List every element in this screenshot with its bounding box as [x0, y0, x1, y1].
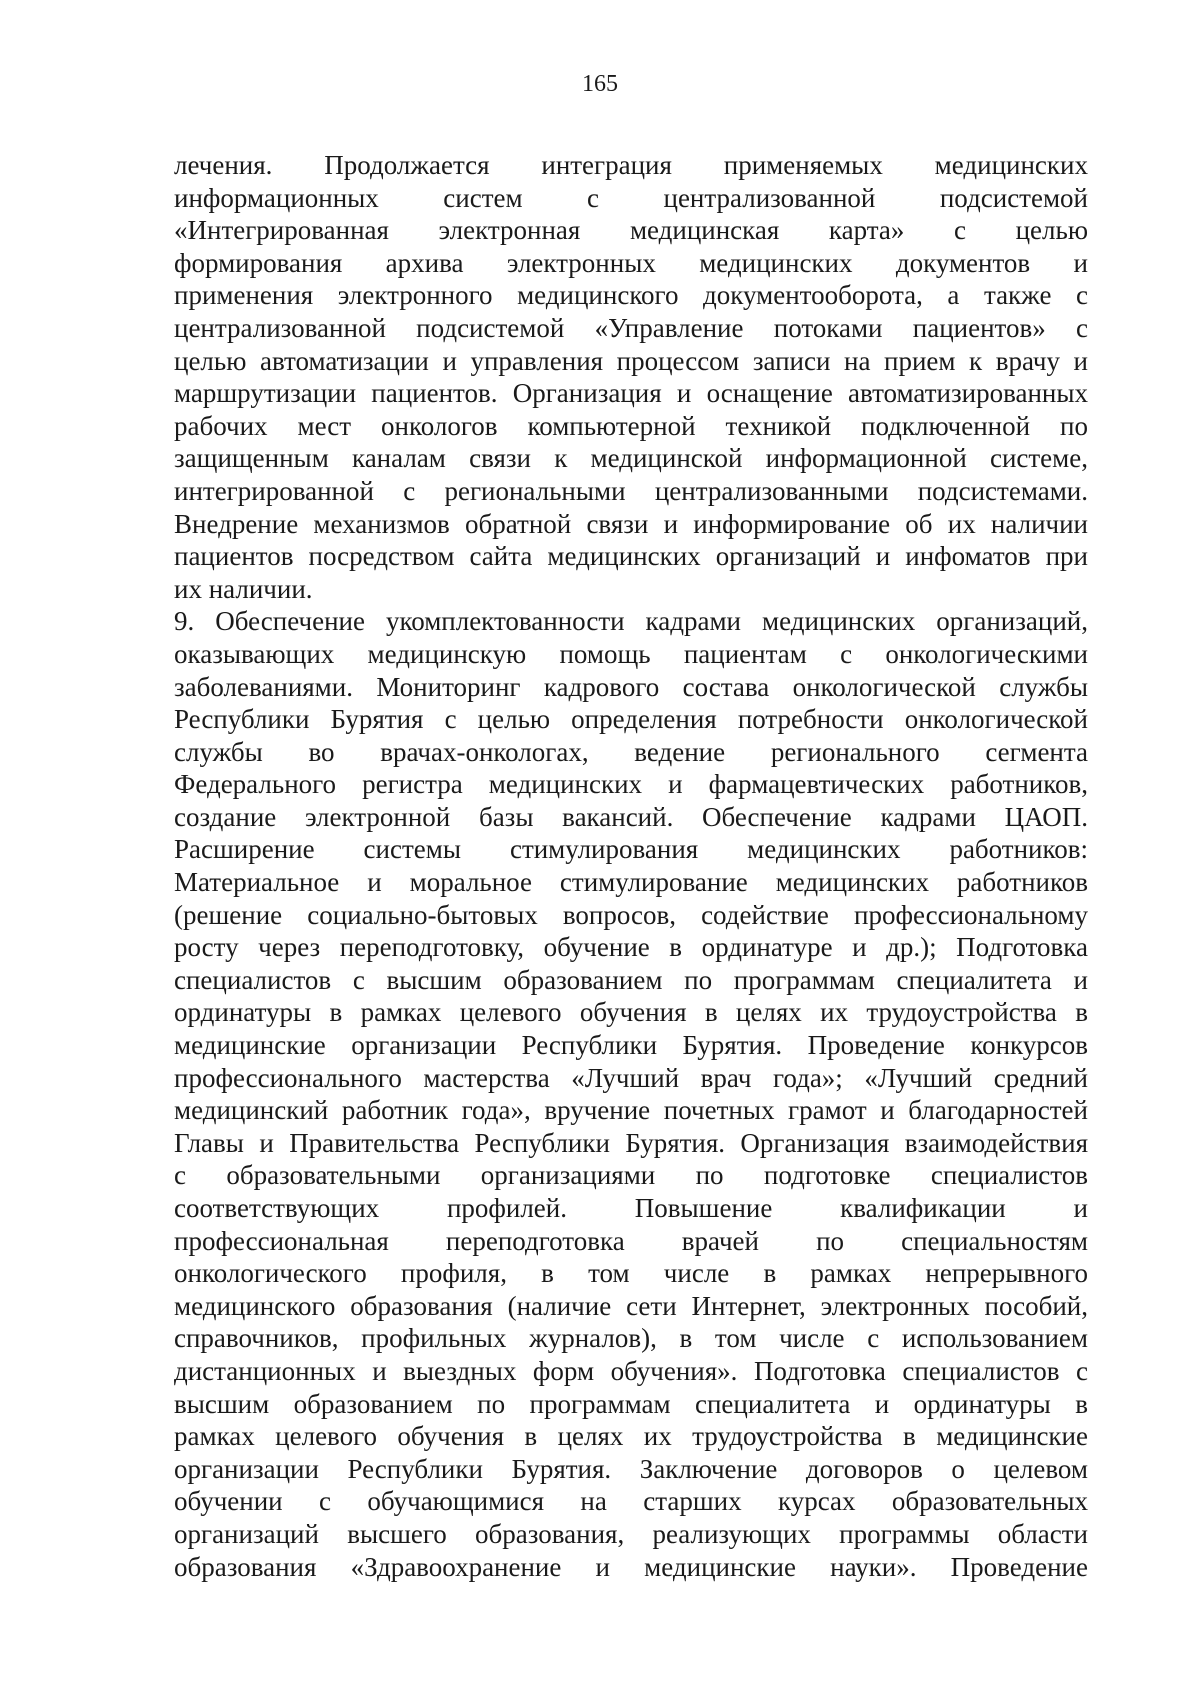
text-line: росту через переподготовку, обучение в ординатуре и др.); Подготовка	[174, 932, 1088, 963]
text-line: Федерального регистра медицинских и фармацевтических работников,	[174, 769, 1088, 800]
text-line: Внедрение механизмов обратной связи и информирование об их наличии	[174, 508, 1088, 539]
text-line: Материальное и моральное стимулирование медицинских работников	[174, 867, 1088, 898]
text-line: защищенным каналам связи к медицинской информационной системе,	[174, 443, 1088, 474]
text-line: целью автоматизации и управления процессом записи на прием к врачу и	[174, 345, 1088, 376]
text-line: 9. Обеспечение укомплектованности кадрами медицинских организаций,	[174, 606, 1088, 637]
text-line: профессиональная переподготовка врачей по специальностям	[174, 1225, 1088, 1256]
text-line: соответствующих профилей. Повышение квалификации и	[174, 1193, 1088, 1223]
text-line: централизованной подсистемой «Управление потоками пациентов» с	[174, 312, 1088, 343]
text-line: профессионального мастерства «Лучший врач года»; «Лучший средний	[174, 1062, 1088, 1093]
text-line: онкологического профиля, в том числе в рамках непрерывного	[174, 1258, 1088, 1289]
text-line: заболеваниями. Мониторинг кадрового состава онкологической службы	[174, 671, 1088, 702]
text-line: маршрутизации пациентов. Организация и оснащение автоматизированных	[174, 378, 1088, 409]
text-line: формирования архива электронных медицинских документов и	[174, 247, 1088, 278]
text-line: рабочих мест онкологов компьютерной техникой подключенной по	[174, 410, 1088, 441]
text-line: специалистов с высшим образованием по программам специалитета и	[174, 964, 1088, 995]
text-line: Главы и Правительства Республики Бурятия. Организация взаимодействия	[174, 1127, 1088, 1158]
text-line: медицинский работник года», вручение почетных грамот и благодарностей	[174, 1095, 1088, 1126]
text-line: службы во врачах-онкологах, ведение регионального сегмента	[174, 736, 1088, 767]
text-line: оказывающих медицинскую помощь пациентам с онкологическими	[174, 638, 1088, 669]
text-line: интегрированной с региональными централизованными подсистемами.	[174, 475, 1088, 506]
text-line: рамках целевого обучения в целях их трудоустройства в медицинские	[174, 1421, 1088, 1452]
text-line: дистанционных и выездных форм обучения». Подготовка специалистов с	[174, 1355, 1088, 1386]
text-line: применения электронного медицинского документооборота, а также с	[174, 280, 1088, 311]
text-line: ординатуры в рамках целевого обучения в целях их трудоустройства в	[174, 997, 1088, 1028]
text-line: медицинские организации Республики Бурятия. Проведение конкурсов	[174, 1030, 1088, 1061]
text-line: с образовательными организациями по подготовке специалистов	[174, 1160, 1088, 1191]
text-line: организации Республики Бурятия. Заключение договоров о целевом	[174, 1453, 1088, 1484]
page-number: 165	[582, 71, 618, 97]
text-line: образования «Здравоохранение и медицинские науки». Проведение	[174, 1551, 1088, 1582]
document-body	[174, 149, 1088, 1583]
text-line: информационных систем с централизованной подсистемой	[174, 182, 1088, 213]
text-line: справочников, профильных журналов), в том числе с использованием	[174, 1323, 1088, 1354]
text-line: создание электронной базы вакансий. Обеспечение кадрами ЦАОП.	[174, 801, 1088, 832]
text-line: Расширение системы стимулирования медицинских работников:	[174, 834, 1088, 865]
text-line: лечения. Продолжается интеграция применяемых медицинских	[174, 150, 1088, 180]
text-line: обучении с обучающимися на старших курсах образовательных	[174, 1486, 1088, 1517]
text-line: высшим образованием по программам специалитета и ординатуры в	[174, 1388, 1088, 1419]
text-line: медицинского образования (наличие сети Интернет, электронных пособий,	[174, 1290, 1088, 1321]
text-line: пациентов посредством сайта медицинских организаций и инфоматов при	[174, 541, 1088, 572]
text-line: их наличии.	[174, 573, 313, 604]
text-line: организаций высшего образования, реализующих программы области	[174, 1518, 1088, 1549]
text-line: «Интегрированная электронная медицинская карта» с целью	[174, 215, 1088, 246]
text-line: Республики Бурятия с целью определения потребности онкологической	[174, 704, 1088, 735]
text-line: (решение социально-бытовых вопросов, содействие профессиональному	[174, 899, 1088, 930]
